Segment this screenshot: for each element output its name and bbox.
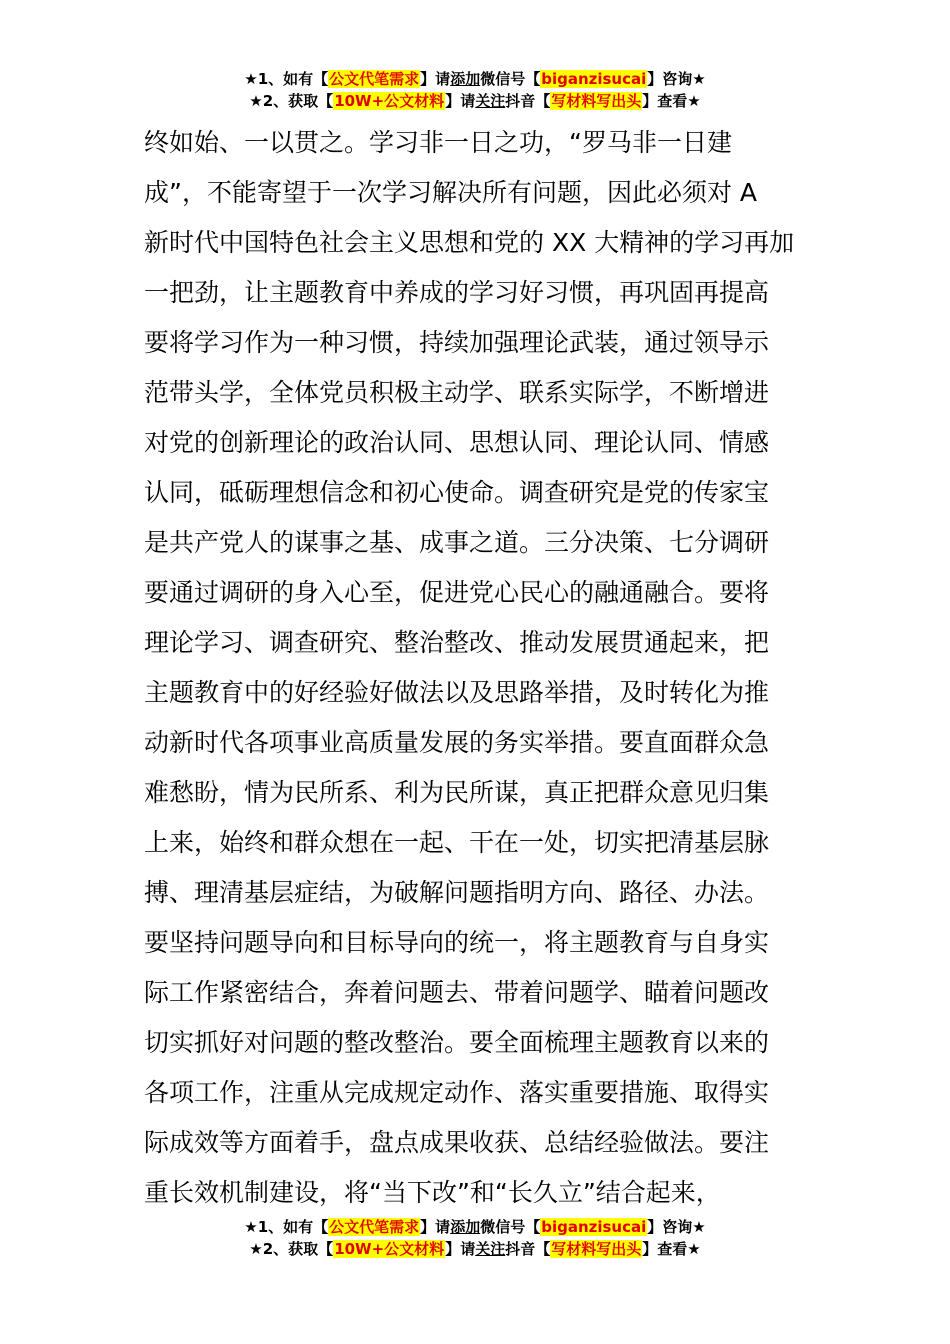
footer-line-1-underline: 添加 [450, 1218, 481, 1236]
footer-banner [0, 1216, 950, 1260]
footer-line-2-prefix: ★2、获取【 [249, 1240, 334, 1258]
header-line-2-highlight-materials: 10W+公文材料 [334, 92, 445, 110]
body-line: 是共产党人的谋事之基、成事之道。三分决策、七分调研 [144, 528, 770, 557]
footer-line-1-prefix: ★1、如有【 [244, 1218, 329, 1236]
footer-line-2-mid2: 抖音【 [505, 1240, 551, 1258]
body-line: 新时代中国特色社会主义思想和党的 XX 大精神的学习再加 [144, 228, 795, 257]
body-line: 切实抓好对问题的整改整治。要全面梳理主题教育以来的 [144, 1028, 770, 1057]
body-line: 难愁盼，情为民所系、利为民所谋，真正把群众意见归集 [144, 778, 770, 807]
header-line-1-highlight-wechat: biganzisucai [541, 70, 647, 88]
header-line-2-mid2: 抖音【 [505, 92, 551, 110]
body-line: 理论学习、调查研究、整治整改、推动发展贯通起来，把 [144, 628, 770, 657]
header-line-2-highlight-douyin: 写材料写出头 [551, 92, 642, 110]
body-line: 际成效等方面着手，盘点成果收获、总结经验做法。要注 [144, 1128, 770, 1157]
footer-line-2-highlight-douyin: 写材料写出头 [551, 1240, 642, 1258]
header-banner [0, 68, 950, 112]
body-line: 要将学习作为一种习惯，持续加强理论武装，通过领导示 [144, 328, 770, 357]
body-line: 范带头学，全体党员积极主动学、联系实际学，不断增进 [144, 378, 770, 407]
body-line: 各项工作，注重从完成规定动作、落实重要措施、取得实 [144, 1078, 770, 1107]
body-line: 搏、理清基层症结，为破解问题指明方向、路径、办法。 [144, 878, 770, 907]
footer-line-1 [0, 1216, 950, 1238]
body-line: 上来，始终和群众想在一起、干在一处，切实把清基层脉 [144, 828, 770, 857]
footer-line-2-suffix: 】查看★ [642, 1240, 701, 1258]
body-line: 要通过调研的身入心至，促进党心民心的融通融合。要将 [144, 578, 770, 607]
header-line-2-prefix: ★2、获取【 [249, 92, 334, 110]
footer-line-2-mid: 】请 [445, 1240, 476, 1258]
header-line-2-underline: 关注 [475, 92, 506, 110]
footer-line-1-suffix: 】咨询★ [647, 1218, 706, 1236]
footer-line-1-highlight-service: 公文代笔需求 [329, 1218, 420, 1236]
header-line-1-suffix: 】咨询★ [647, 70, 706, 88]
document-body [144, 118, 814, 1218]
body-line: 一把劲，让主题教育中养成的学习好习惯，再巩固再提高 [144, 278, 770, 307]
body-line: 际工作紧密结合，奔着问题去、带着问题学、瞄着问题改 [144, 978, 770, 1007]
footer-line-2 [0, 1238, 950, 1260]
body-line: 终如始、一以贯之。学习非一日之功，“罗马非一日建 [144, 128, 732, 157]
header-line-1-mid2: 微信号【 [480, 70, 541, 88]
header-line-1 [0, 68, 950, 90]
body-line: 主题教育中的好经验好做法以及思路举措，及时转化为推 [144, 678, 770, 707]
header-line-1-prefix: ★1、如有【 [244, 70, 329, 88]
body-line: 对党的创新理论的政治认同、思想认同、理论认同、情感 [144, 428, 770, 457]
body-line: 要坚持问题导向和目标导向的统一，将主题教育与自身实 [144, 928, 770, 957]
header-line-1-underline: 添加 [450, 70, 481, 88]
header-line-1-highlight-service: 公文代笔需求 [329, 70, 420, 88]
footer-line-1-mid2: 微信号【 [480, 1218, 541, 1236]
footer-line-1-highlight-wechat: biganzisucai [541, 1218, 647, 1236]
body-line: 认同，砥砺理想信念和初心使命。调查研究是党的传家宝 [144, 478, 770, 507]
footer-line-1-mid: 】请 [420, 1218, 451, 1236]
header-line-2 [0, 90, 950, 112]
header-line-1-mid: 】请 [420, 70, 451, 88]
header-line-2-suffix: 】查看★ [642, 92, 701, 110]
footer-line-2-underline: 关注 [475, 1240, 506, 1258]
body-line: 成”，不能寄望于一次学习解决所有问题，因此必须对 A [144, 178, 758, 207]
body-line: 重长效机制建设，将“当下改”和“长久立”结合起来， [144, 1178, 721, 1207]
body-line: 动新时代各项事业高质量发展的务实举措。要直面群众急 [144, 728, 770, 757]
header-line-2-mid: 】请 [445, 92, 476, 110]
footer-line-2-highlight-materials: 10W+公文材料 [334, 1240, 445, 1258]
